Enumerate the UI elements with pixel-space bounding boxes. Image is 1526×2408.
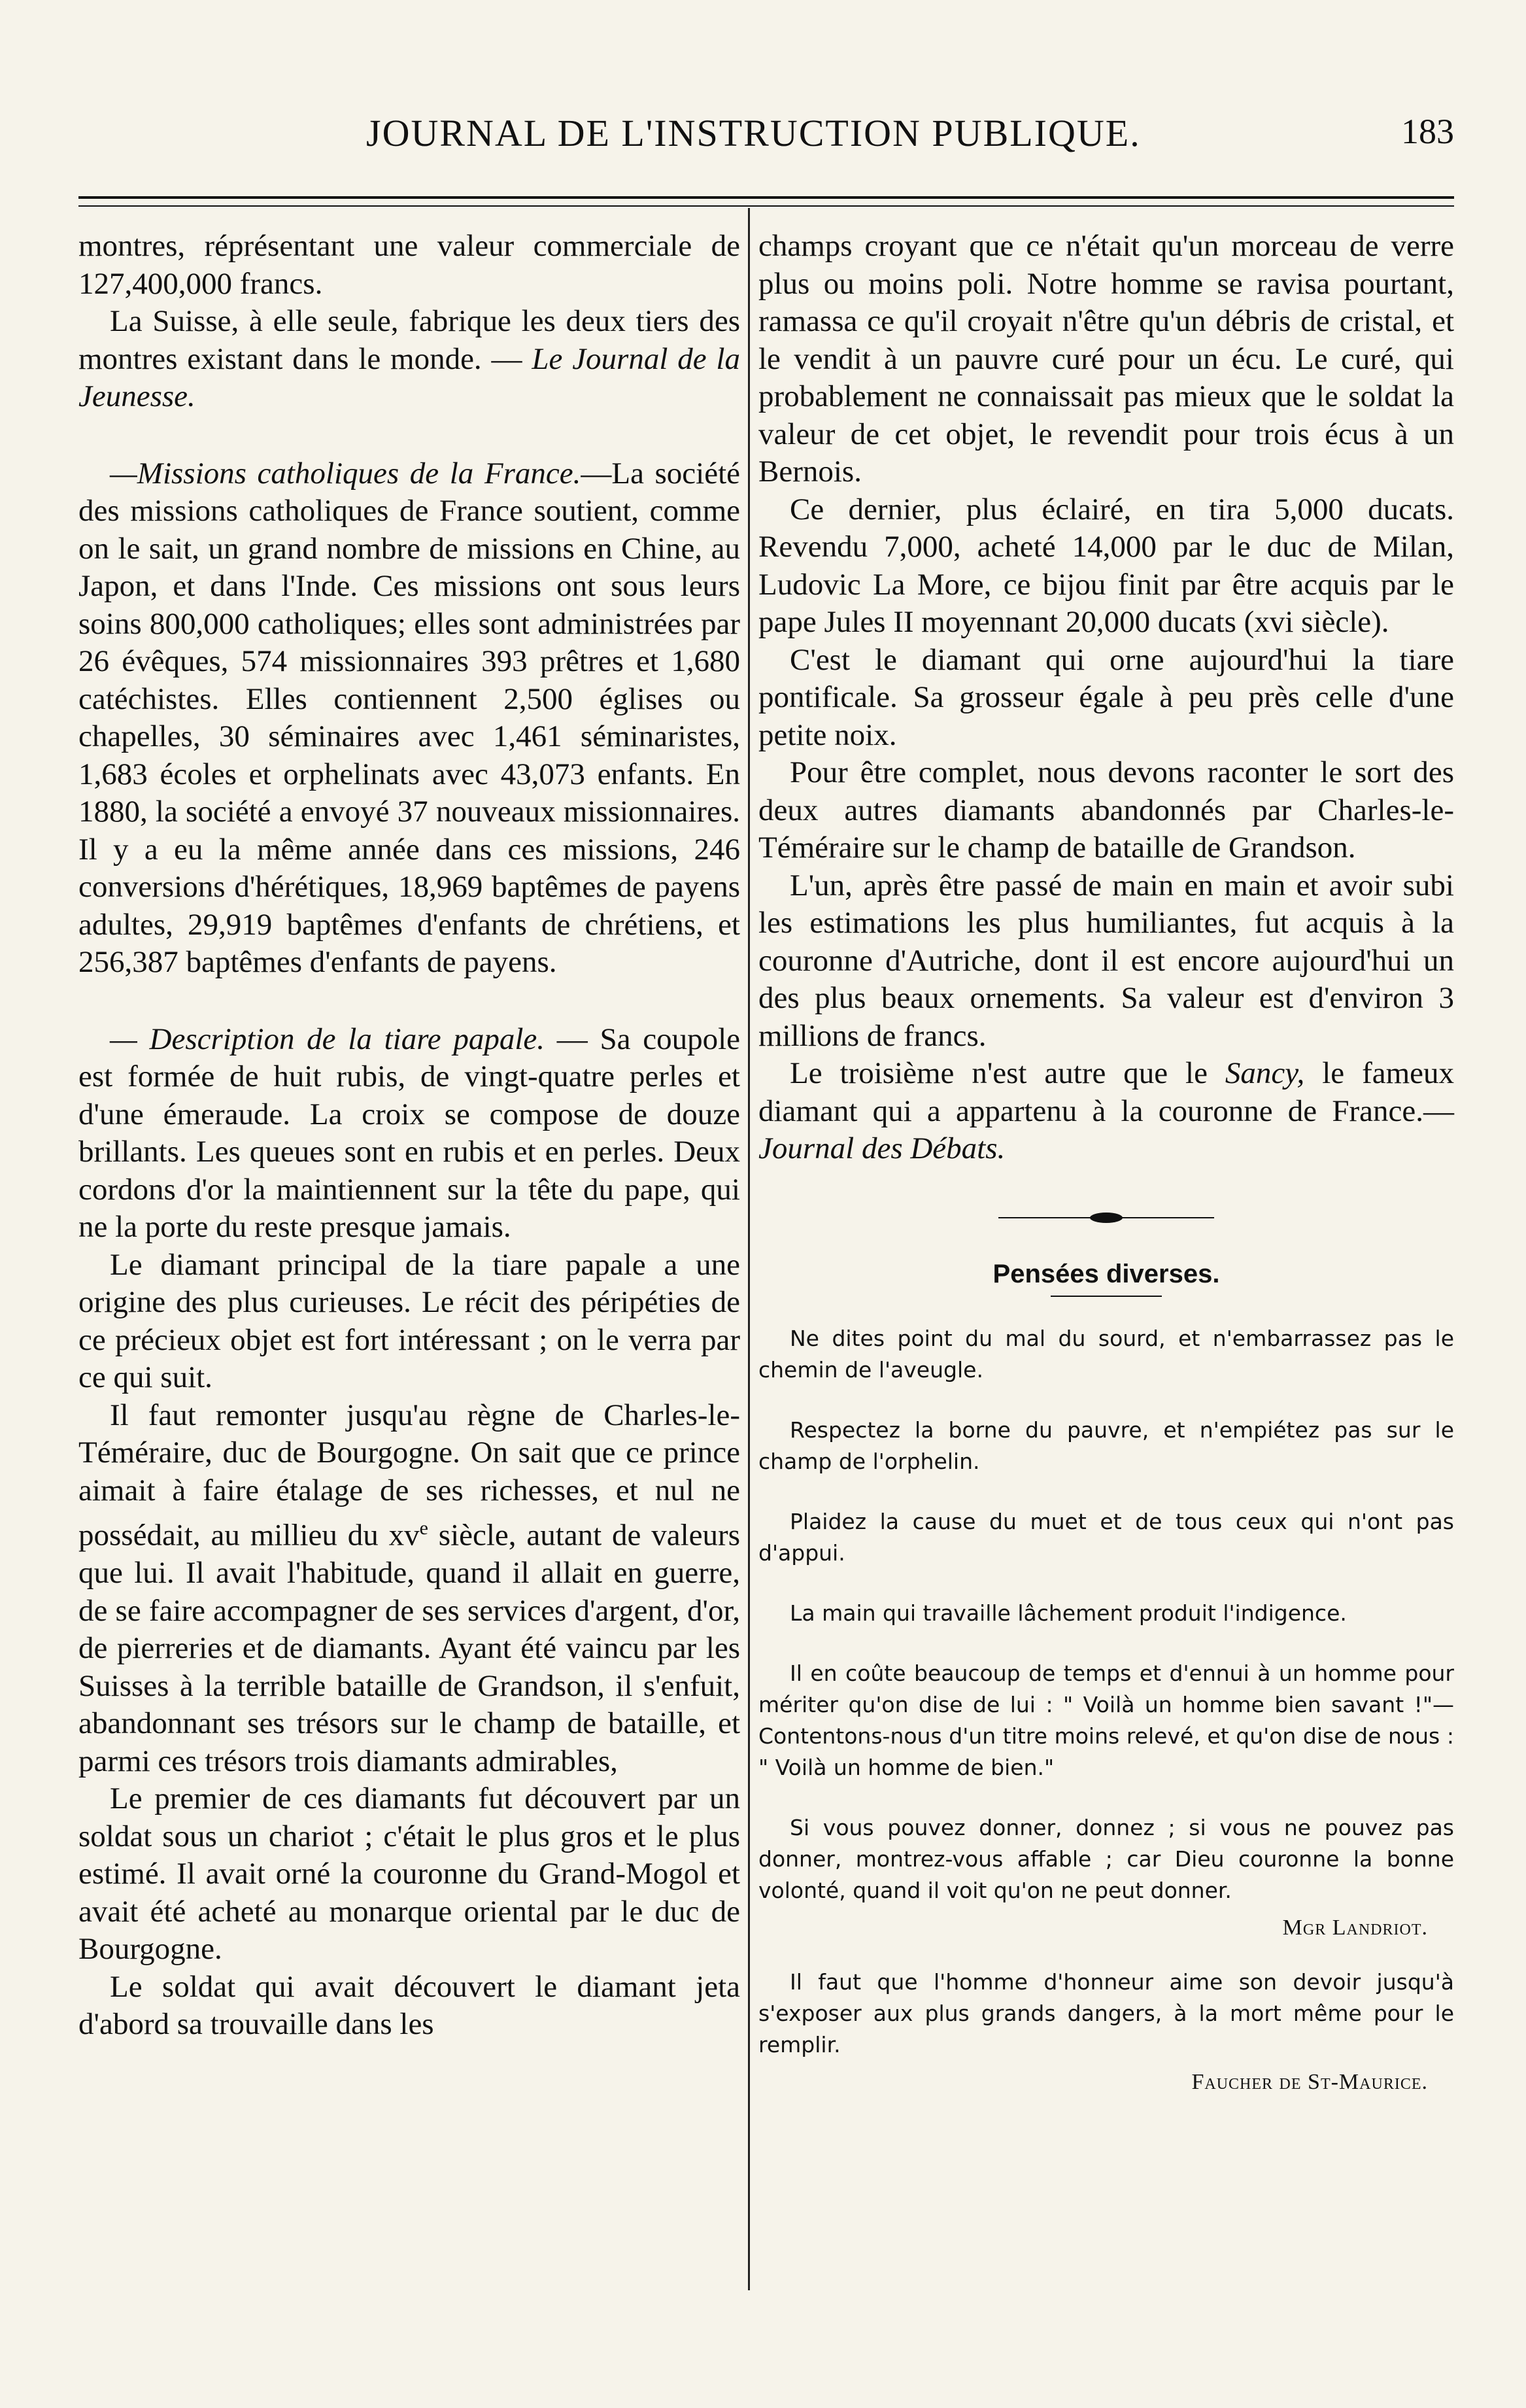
paragraph: champs croyant que ce n'était qu'un morceau de verre plus ou moins poli. Notre homme se ravisa pourtant, ramassa ce qu'il croyait n'être qu'un débris de cristal, et le vendit à un pauvre curé pour un écu. Le curé, qui probablement ne connaissait pas mieux que le soldat la valeur de cet objet, le revendit pour trois écus à un Bernois. xyxy=(758,229,1454,489)
section-ornament xyxy=(998,1213,1214,1223)
signature: Mgr Landriot. xyxy=(1282,1915,1428,1940)
article-tiare: — Description de la tiare papale. — Sa coupole est formée de huit rubis, de vingt-quatre perles et d'une émeraude. La croix se compose de douze brillants. Les queues sont en rubis et en perles. Deux cordons d'or la maintiennent sur la tête du pape, qui ne la porte du reste presque jamais. xyxy=(78,1022,741,1244)
page-header xyxy=(78,111,1454,183)
paragraph: C'est le diamant qui orne aujourd'hui la tiare pontificale. Sa grosseur égale à peu près celle d'une petite noix. xyxy=(758,642,1454,752)
left-column xyxy=(78,228,740,2330)
paragraph: montres, réprésentant une valeur commerciale de 127,400,000 francs. xyxy=(78,229,740,301)
page-number: 183 xyxy=(1401,112,1454,151)
paragraph: Le premier de ces diamants fut découvert par un soldat sous un chariot ; c'était le plus gros et le plus estimé. Il avait orné la couronne du Grand-Mogol et avait été acheté au monarque oriental par le duc de Bourgogne. xyxy=(78,1781,740,1967)
signature: Faucher de St-Maurice. xyxy=(1191,2069,1428,2094)
article-missions: —Missions catholiques de la France.—La société des missions catholiques de France soutient, comme on le sait, un grand nombre de missions en Chine, au Japon, et dans l'Inde. Ces missions ont sous leurs soins 800,000 catholiques; elles sont administrées par 26 évêques, 574 missionnaires 393 prêtres et 1,680 catéchistes. Elles contiennent 2,500 églises ou chapelles, 30 séminaires avec 1,461 séminaristes, 1,683 écoles et orphelinats avec 43,073 enfants. En 1880, la société a envoyé 37 nouveaux missionnaires. Il y a eu la même année dans ces missions, 246 conversions d'hérétiques, 18,969 baptêmes de payens adultes, 29,919 baptêmes d'enfants de chrétiens, et 256,387 baptêmes d'enfants de payens. xyxy=(78,456,741,979)
header-rule xyxy=(78,196,1454,207)
maxim: Respectez la borne du pauvre, et n'empiétez pas sur le champ de l'orphelin. xyxy=(758,1417,1454,1474)
source-credit: Le Journal de la Jeunesse. xyxy=(78,341,740,413)
maxim: Plaidez la cause du muet et de tous ceux qui n'ont pas d'appui. xyxy=(758,1508,1454,1566)
maxim: La main qui travaille lâchement produit l'indigence. xyxy=(790,1600,1347,1626)
source-credit: Journal des Débats. xyxy=(758,1131,1006,1165)
maxim: Si vous pouvez donner, donnez ; si vous ne pouvez pas donner, montrez-vous affable ; car Dieu couronne la bonne volonté, quand il voit qu'on ne peut donner. xyxy=(758,1814,1454,1903)
column-divider xyxy=(748,208,750,2290)
paragraph: Il faut remonter jusqu'au règne de Charles-le-Téméraire, duc de Bourgogne. On sait que ce prince aimait à faire étalage de ses richesses, et nul ne possédait, au millieu du $xv^e$ siècle, autant de valeurs que lui. Il avait l'habitude, quand il allait en guerre, de se faire accompagner de ses services d'argent, d'or, de pierreries et de diamants. Ayant été vaincu par les Suisses à la terrible bataille de Grandson, il s'enfuit, abandonnant ses trésors sur le champ de bataille, et parmi ces trésors trois diamants admirables, xyxy=(78,1398,740,1778)
paragraph: Le troisième n'est autre que le Sancy, le fameux diamant qui a appartenu à la couronne de France.—Journal des Débats. xyxy=(758,1056,1454,1165)
paragraph: Pour être complet, nous devons raconter le sort des deux autres diamants abandonnés par Charles-le-Téméraire sur le champ de bataille de Grandson. xyxy=(758,755,1454,865)
paragraph: Le soldat qui avait découvert le diamant jeta d'abord sa trouvaille dans les xyxy=(78,1969,740,2042)
right-column xyxy=(758,228,1454,2330)
section-title: Pensées diverses. xyxy=(992,1259,1220,1288)
paragraph: Ce dernier, plus éclairé, en tira 5,000 ducats. Revendu 7,000, acheté 14,000 par le duc de Milan, Ludovic La More, ce bijou finit par être acquis par le pape Jules II moyennant 20,000 ducats (xvi siècle). xyxy=(758,492,1454,639)
maxim: Il en coûte beaucoup de temps et d'ennui à un homme pour mériter qu'on dise de lui : " Voilà un homme bien savant !"—Contentons-nous d'un titre moins relevé, et qu'on dise de nous : " Voilà un homme de bien." xyxy=(758,1660,1454,1780)
article-title: — Description de la tiare papale. xyxy=(110,1022,545,1056)
running-title: JOURNAL DE L'INSTRUCTION PUBLIQUE. xyxy=(366,112,1141,154)
paragraph: Le diamant principal de la tiare papale a une origine des plus curieuses. Le récit des péripéties de ce précieux objet est fort intéressant ; on le verra par ce qui suit. xyxy=(78,1247,740,1394)
paragraph: L'un, après être passé de main en main et avoir subi les estimations les plus humiliantes, fut acquis à la couronne d'Autriche, dont il est encore aujourd'hui un des plus beaux ornements. Sa valeur est d'environ 3 millions de francs. xyxy=(758,868,1454,1053)
section-rule xyxy=(1051,1296,1162,1297)
maxim: Il faut que l'homme d'honneur aime son devoir jusqu'à s'exposer aux plus grands dangers, à la mort même pour le remplir. xyxy=(758,1969,1454,2057)
article-title: —Missions catholiques de la France. xyxy=(110,456,581,490)
maxim: Ne dites point du mal du sourd, et n'embarrassez pas le chemin de l'aveugle. xyxy=(758,1325,1454,1383)
paragraph: La Suisse, à elle seule, fabrique les deux tiers des montres existant dans le monde. — Le Journal de la Jeunesse. xyxy=(78,304,740,413)
